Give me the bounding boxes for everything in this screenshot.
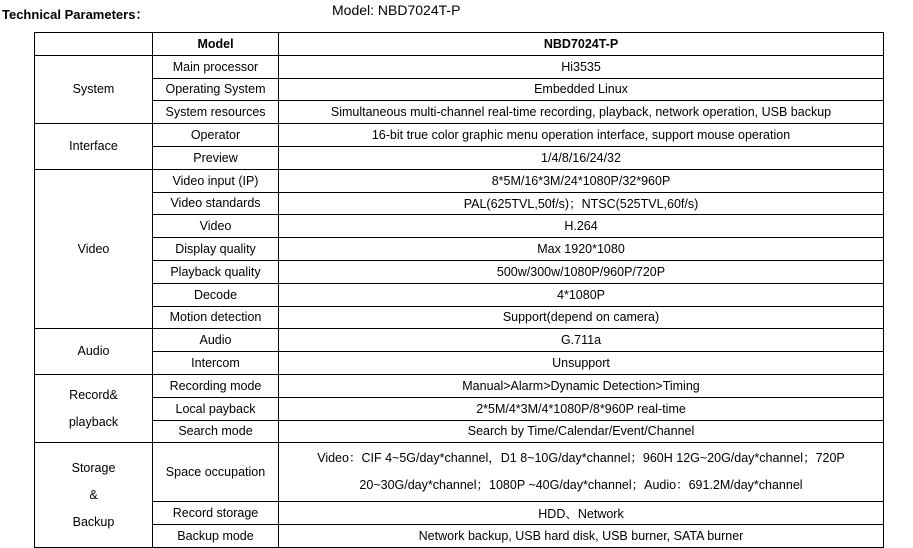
value-cell: 16-bit true color graphic menu operation interface, support mouse operation: [279, 124, 884, 147]
value-cell: 500w/300w/1080P/960P/720P: [279, 260, 884, 283]
category-cell: [35, 55, 153, 123]
parameter-cell: Video input (IP): [153, 169, 279, 192]
parameter-cell: Video standards: [153, 192, 279, 215]
value-cell: 8*5M/16*3M/24*1080P/32*960P: [279, 169, 884, 192]
value-cell: Search by Time/Calendar/Event/Channel: [279, 420, 884, 443]
value-cell: Network backup, USB hard disk, USB burner, SATA burner: [279, 525, 884, 548]
parameter-cell: Operating System: [153, 78, 279, 101]
category-label: playback: [68, 414, 119, 429]
value-cell: 2*5M/4*3M/4*1080P/8*960P real-time: [279, 397, 884, 420]
parameter-cell: Backup mode: [153, 525, 279, 548]
category-label: Video: [77, 241, 110, 256]
table-row: [35, 192, 884, 215]
value-cell: PAL(625TVL,50f/s)；NTSC(525TVL,60f/s): [279, 192, 884, 215]
value-cell: Embedded Linux: [279, 78, 884, 101]
category-label: System: [72, 81, 115, 96]
category-label: Audio: [77, 344, 110, 359]
category-cell: [35, 329, 153, 375]
value-cell: G.711a: [279, 329, 884, 352]
parameter-cell: Search mode: [153, 420, 279, 443]
category-label: Record&: [69, 387, 118, 402]
parameter-cell: Video: [153, 215, 279, 238]
category-label: Storage: [71, 460, 116, 475]
model-label-cell: Model: [153, 33, 279, 56]
parameter-cell: Motion detection: [153, 306, 279, 329]
category-cell: [35, 443, 153, 548]
model-heading-prefix: Model:: [332, 2, 378, 18]
parameter-cell: Display quality: [153, 238, 279, 261]
value-cell: Video：CIF 4~5G/day*channel，D1 8~10G/day*channel；960H 12G~20G/day*channel；720P 20~30G/day*channel；1080P ~40G/day*channel；Audio：691.2M/day*channel: [279, 443, 884, 502]
value-cell: Unsupport: [279, 352, 884, 375]
table-row: [35, 420, 884, 443]
table-row: [35, 169, 884, 192]
model-value-cell: NBD7024T-P: [279, 33, 884, 56]
table-row: [35, 352, 884, 375]
value-cell: H.264: [279, 215, 884, 238]
category-cell: [35, 374, 153, 442]
value-cell: 1/4/8/16/24/32: [279, 146, 884, 169]
table-row: [35, 260, 884, 283]
table-row: [35, 397, 884, 420]
spec-table: [34, 32, 884, 548]
table-row: [35, 374, 884, 397]
parameter-cell: Local payback: [153, 397, 279, 420]
value-cell: Manual>Alarm>Dynamic Detection>Timing: [279, 374, 884, 397]
value-cell: Support(depend on camera): [279, 306, 884, 329]
table-row: [35, 306, 884, 329]
section-title: Technical Parameters：: [2, 7, 149, 22]
spec-table-body: [35, 33, 884, 548]
category-cell: [35, 124, 153, 170]
table-row: [35, 329, 884, 352]
parameter-cell: Preview: [153, 146, 279, 169]
value-cell: Hi3535: [279, 55, 884, 78]
parameter-cell: Playback quality: [153, 260, 279, 283]
parameter-cell: Decode: [153, 283, 279, 306]
header-blank-cell: [35, 33, 153, 56]
category-label: Backup: [72, 514, 115, 529]
table-row: [35, 124, 884, 147]
table-row: [35, 525, 884, 548]
table-row: [35, 502, 884, 525]
table-row: [35, 55, 884, 78]
parameter-cell: Intercom: [153, 352, 279, 375]
table-row: [35, 215, 884, 238]
table-row: [35, 238, 884, 261]
parameter-cell: Recording mode: [153, 374, 279, 397]
model-heading: [332, 2, 460, 18]
value-cell: Simultaneous multi-channel real-time recording, playback, network operation, USB backup: [279, 101, 884, 124]
table-row: [35, 101, 884, 124]
value-cell: Max 1920*1080: [279, 238, 884, 261]
value-cell: 4*1080P: [279, 283, 884, 306]
category-cell: [35, 169, 153, 329]
table-row: [35, 443, 884, 502]
table-row: [35, 78, 884, 101]
parameter-cell: Operator: [153, 124, 279, 147]
category-label: &: [89, 487, 98, 502]
table-header-row: [35, 33, 884, 56]
table-row: [35, 146, 884, 169]
value-cell: HDD、Network: [279, 502, 884, 525]
model-heading-value: NBD7024T-P: [377, 2, 461, 18]
parameter-cell: System resources: [153, 101, 279, 124]
parameter-cell: Main processor: [153, 55, 279, 78]
parameter-cell: Record storage: [153, 502, 279, 525]
parameter-cell: Audio: [153, 329, 279, 352]
table-row: [35, 283, 884, 306]
category-label: Interface: [69, 138, 118, 153]
parameter-cell: Space occupation: [153, 443, 279, 502]
